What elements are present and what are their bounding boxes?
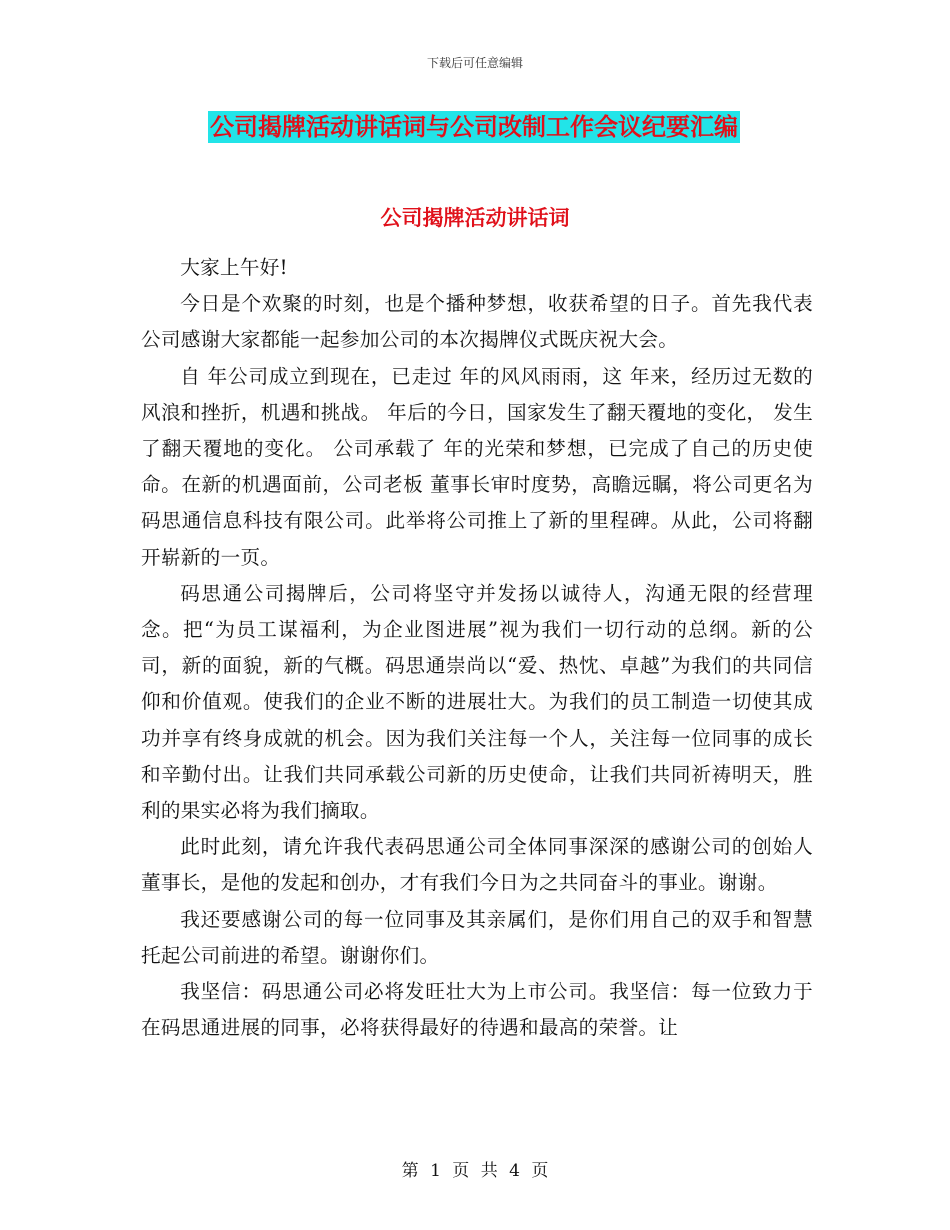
header-note: 下载后可任意编辑 bbox=[426, 56, 523, 70]
paragraph-greeting: 大家上午好! bbox=[180, 256, 288, 279]
page-footer: 第 1 页 共 4 页 bbox=[401, 1161, 549, 1181]
paragraph: 今日是个欢聚的时刻，也是个播种梦想，收获希望的日子。首先我代表公司感谢大家都能一起参加公司的本次揭牌仪式既庆祝大会。 bbox=[141, 292, 813, 352]
document-title: 公司揭牌活动讲话词与公司改制工作会议纪要汇编 bbox=[210, 112, 738, 141]
paragraph: 自 年公司成立到现在，已走过 年的风风雨雨，这 年来，经历过无数的风浪和挫折，机遇和挑战。 年后的今日，国家发生了翻天覆地的变化， 发生了翻天覆地的变化。 公司承载了 年的光荣和梦想，已完成了自己的历史使命。在新的机遇面前，公司老板 董事长审时度势，高瞻远瞩，将公司更名为码思通信息科技有限公司。此举将公司推上了新的里程碑。从此，公司将翻开崭新的一页。 bbox=[141, 364, 813, 569]
paragraph: 我还要感谢公司的每一位同事及其亲属们，是你们用自己的双手和智慧托起公司前进的希望。谢谢你们。 bbox=[141, 907, 813, 967]
paragraph: 我坚信：码思通公司必将发旺壮大为上市公司。我坚信：每一位致力于在码思通进展的同事，必将获得最好的待遇和最高的荣誉。让 bbox=[141, 980, 813, 1040]
section-title: 公司揭牌活动讲话词 bbox=[380, 205, 570, 230]
paragraph: 此时此刻，请允许我代表码思通公司全体同事深深的感谢公司的创始人 董事长，是他的发起和创办，才有我们今日为之共同奋斗的事业。谢谢。 bbox=[141, 835, 813, 895]
document-body bbox=[141, 250, 813, 1046]
paragraph: 码思通公司揭牌后，公司将坚守并发扬以诚待人，沟通无限的经营理念。把“为员工谋福利，为企业图进展”视为我们一切行动的总纲。新的公司，新的面貌，新的气概。码思通崇尚以“爱、热忱、卓越”为我们的共同信仰和价值观。使我们的企业不断的进展壮大。为我们的员工制造一切使其成功并享有终身成就的机会。因为我们关注每一个人，关注每一位同事的成长和辛勤付出。让我们共同承载公司新的历史使命，让我们共同祈祷明天，胜利的果实必将为我们摘取。 bbox=[141, 581, 813, 823]
